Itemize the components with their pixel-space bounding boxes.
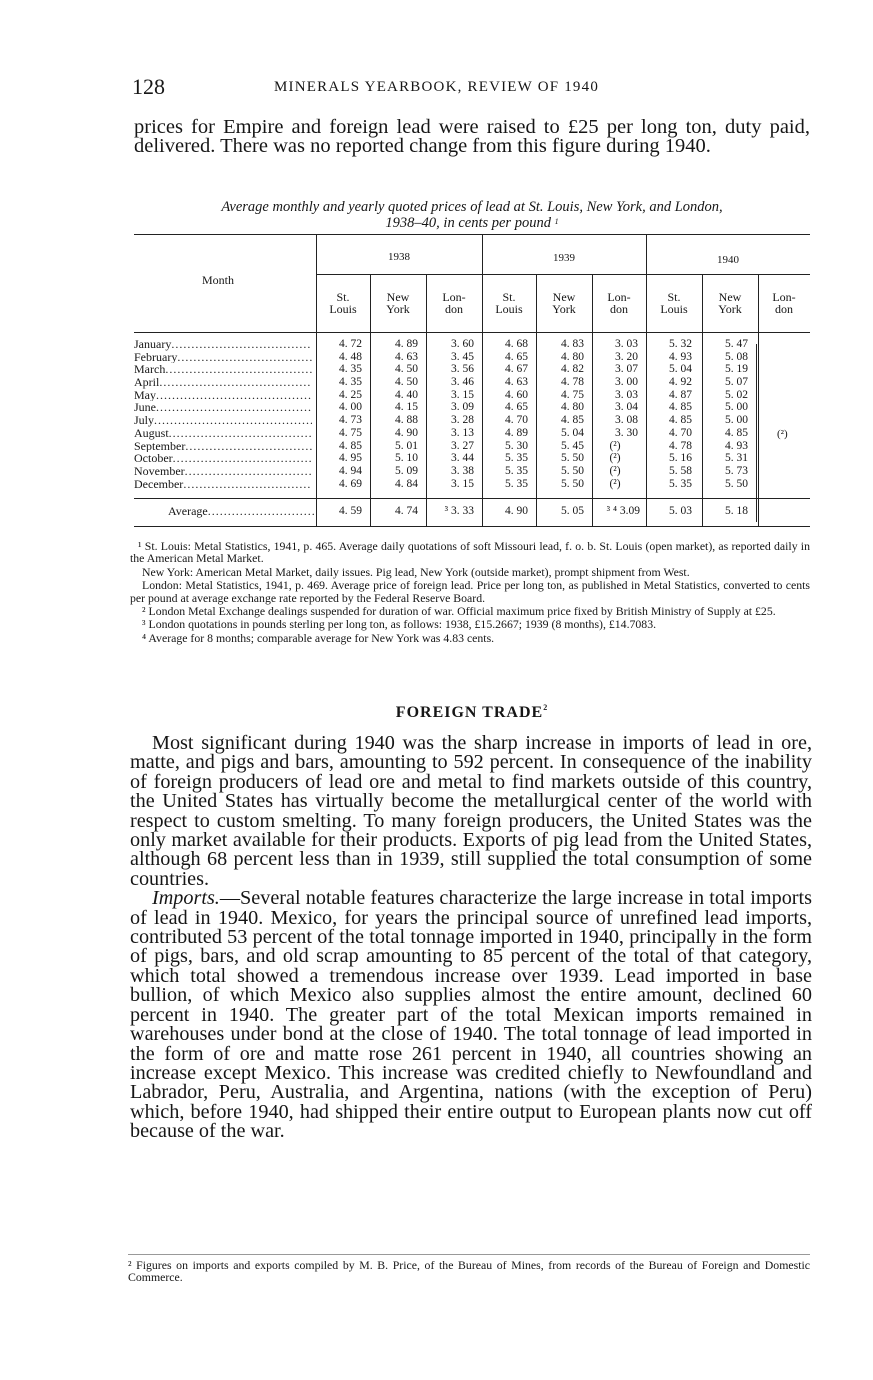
month-label: September ..... [134,440,312,453]
value-cell: 4. 72 [339,338,362,350]
col-header [482,291,536,315]
value-cell: 5. 04 [561,426,584,439]
col-header-line: St. [336,290,350,304]
average-label: Average ..... [168,504,314,519]
average-value: 5. 18 [725,505,748,517]
value-cell: 5. 50 [561,477,584,490]
page-footnote: ² Figures on imports and exports compiled by M. B. Price, of the Bureau of Mines, from records of the Bureau of Foreign and Domestic Commerce. [128,1254,810,1284]
month-label: July ..... [134,414,312,427]
value-cell: 4. 00 [339,401,362,414]
value-cell: 4. 95 [339,452,362,465]
value-cell: 5. 19 [725,363,748,376]
london-1940-note: (²) [777,428,788,440]
month-label: October ..... [134,452,312,465]
london-1940-brace [756,344,763,522]
average-value: 4. 59 [339,505,362,517]
value-cell: 3. 38 [451,464,474,477]
value-cell: 5. 50 [561,452,584,465]
month-label: April ..... [134,376,312,389]
col-header-line: Louis [495,302,523,316]
value-cell: 4. 48 [339,350,362,363]
month-label: February ..... [134,351,312,364]
value-cell: 4. 80 [561,350,584,363]
month-header: Month [202,273,235,287]
month-label: January ..... [134,338,312,351]
value-cell: 4. 50 [395,376,418,389]
average-value: ³ 3. 33 [444,505,474,517]
value-cell: 5. 09 [395,464,418,477]
value-cell: 4. 15 [395,401,418,414]
stlouis-1940-column [646,338,692,490]
value-cell: 5. 02 [725,388,748,401]
value-cell: 5. 31 [725,452,748,465]
year-header: 1940 [717,254,739,266]
section-title-text: FOREIGN TRADE [395,704,544,721]
col-header-line: York [552,302,576,316]
footnote: New York: American Metal Market, daily issues. Pig lead, New York (outside market), prompt shipment from West. [142,564,690,579]
value-cell: 3. 04 [615,401,638,414]
value-cell: 5. 35 [505,452,528,465]
value-cell: (²) [609,452,621,465]
value-cell: 3. 15 [451,388,474,401]
value-cell: 4. 89 [505,426,528,439]
average-value: 4. 74 [395,505,418,517]
value-cell: 3. 09 [451,401,474,414]
value-cell: 4. 78 [561,376,584,389]
col-header [426,291,482,315]
value-cell: 3. 45 [451,350,474,363]
value-cell: 5. 47 [725,338,748,350]
value-cell: 5. 08 [725,350,748,363]
col-header-line: York [718,302,742,316]
month-column [134,338,312,490]
col-header-line: don [775,302,793,316]
col-header [536,291,592,315]
value-cell: 4. 94 [339,464,362,477]
header-bottom-rule [134,332,810,333]
london-1939-column [592,338,638,490]
value-cell: (²) [609,477,621,490]
footnote: ³ London quotations in pounds sterling per long ton, as follows: 1938, £15.2667; 1939 (8 months), £14.7083. [142,617,657,632]
value-cell: 4. 80 [561,401,584,414]
value-cell: 4. 40 [395,388,418,401]
col-header-line: Louis [660,302,688,316]
value-cell: 4. 78 [669,439,692,452]
value-cell: 4. 89 [395,338,418,350]
running-header [132,74,812,100]
newyork-1940-column [702,338,748,490]
col-header-line: St. [667,290,681,304]
col-header-line: New [386,290,410,304]
month-label: June ..... [134,401,312,414]
col-header [758,291,810,315]
year-header: 1938 [388,251,410,263]
footnote: ¹ St. Louis: Metal Statistics, 1941, p. 465. Average daily quotations of soft Missouri lead, f. o. b. St. Louis (open market), as reported daily in the American Metal Market. [130,539,810,566]
month-label: May ..... [134,389,312,402]
value-cell: 3. 03 [615,338,638,350]
value-cell: 4. 67 [505,363,528,376]
value-cell: 4. 63 [395,350,418,363]
value-cell: 4. 82 [561,363,584,376]
running-title: MINERALS YEARBOOK, REVIEW OF 1940 [274,79,600,95]
month-label: August ..... [134,427,312,440]
value-cell: 3. 30 [615,426,638,439]
value-cell: 3. 27 [451,439,474,452]
value-cell: 4. 93 [725,439,748,452]
value-cell: 3. 13 [451,426,474,439]
table-bottom-rule [134,526,810,527]
value-cell: 5. 32 [669,338,692,350]
value-cell: 5. 45 [561,439,584,452]
value-cell: 5. 00 [725,401,748,414]
value-cell: 5. 30 [505,439,528,452]
month-label: March ..... [134,363,312,376]
value-cell: 5. 50 [561,464,584,477]
value-cell: 3. 56 [451,363,474,376]
table-caption [134,199,810,231]
paragraph: Most significant during 1940 was the sharp increase in imports of lead in ore, matte, and pigs and bars, amounting to 592 percent. In consequence of the inability of foreign producers of lead ore and metal to find markets outside of this country, the United States has virtually become the metallurgical center of the world with respect to custom smelting. To many foreign producers, the United States was the only market available for their products. Exports of pig lead from the United States, although 68 percent less than in 1939, still supplied the total consumption of some countries. [130,732,812,890]
col-header [370,291,426,315]
page-number: 128 [132,74,165,99]
month-label: November ..... [134,465,312,478]
col-header [592,291,646,315]
value-cell: 3. 07 [615,363,638,376]
value-cell: 4. 85 [669,401,692,414]
table-top-rule [134,234,810,235]
value-cell: 4. 63 [505,376,528,389]
footnote: ⁴ Average for 8 months; comparable average for New York was 4.83 cents. [142,630,495,645]
col-header [316,291,370,315]
value-cell: 3. 03 [615,388,638,401]
paragraph-lead: Imports. [152,887,220,910]
footnote: ² London Metal Exchange dealings suspended for duration of war. Official maximum price fixed by British Ministry of Supply at £25. [142,604,776,619]
value-cell: 4. 68 [505,338,528,350]
average-value: 5. 03 [669,505,692,517]
lead-price-table [134,234,810,530]
value-cell: 4. 88 [395,414,418,427]
value-cell: 4. 65 [505,401,528,414]
value-cell: 5. 35 [669,477,692,490]
london-1938-column [426,338,474,490]
value-cell: 5. 73 [725,464,748,477]
average-value: 4. 90 [505,505,528,517]
col-header [702,291,758,315]
value-cell: 3. 60 [451,338,474,350]
col-header-line: York [386,302,410,316]
value-cell: 5. 00 [725,414,748,427]
value-cell: 5. 35 [505,477,528,490]
value-cell: (²) [609,464,621,477]
col-header-line: don [445,302,463,316]
table-footnotes [130,540,810,645]
stlouis-1939-column [482,338,528,490]
body-text [130,734,812,1142]
col-header-line: Lon- [442,290,466,304]
value-cell: 3. 00 [615,376,638,389]
newyork-1939-column [536,338,584,490]
paragraph [130,889,812,1141]
value-cell: 4. 70 [505,414,528,427]
intro-paragraph: prices for Empire and foreign lead were raised to £25 per long ton, duty paid, delivered. There was no reported change from this figure during 1940. [134,116,810,157]
value-cell: 3. 08 [615,414,638,427]
value-cell: 4. 25 [339,388,362,401]
newyork-1938-column [370,338,418,490]
col-header-line: Lon- [607,290,631,304]
value-cell: 4. 65 [505,350,528,363]
value-cell: 5. 01 [395,439,418,452]
value-cell: 5. 04 [669,363,692,376]
average-value: 5. 05 [561,505,584,517]
value-cell: 4. 70 [669,426,692,439]
average-value: ³ ⁴ 3.09 [606,505,640,517]
value-cell: 4. 50 [395,363,418,376]
value-cell: 5. 07 [725,376,748,389]
col-header-line: St. [502,290,516,304]
col-header-line: New [718,290,742,304]
value-cell: 4. 93 [669,350,692,363]
value-cell: 5. 16 [669,452,692,465]
value-cell: 4. 35 [339,376,362,389]
value-cell: 4. 69 [339,477,362,490]
value-cell: 4. 75 [339,426,362,439]
value-cell: 3. 15 [451,477,474,490]
value-cell: 4. 83 [561,338,584,350]
value-cell: 4. 85 [339,439,362,452]
caption-line-2: 1938–40, in cents per pound [385,215,551,231]
paragraph-text: —Several notable features characterize the large increase in total imports of lead in 1940. Mexico, for years the principal source of unrefined lead imports, contributed 53 percent of the total tonnage imported in 1940, principally in the form of pigs, bars, and old scrap amounting to 85 percent of the total of that category, which total showed a tremendous increase over 1939. Lead imported in base bullion, of which Mexico also supplies almost the entire amount, declined 60 percent in 1940. The greater part of the total Mexican imports remained in warehouses under bond at the close of 1940. The total tonnage of lead imported in the form of ore and matte rose 261 percent in 1940, all countries showing an increase except Mexico. This increase was credited chiefly to Newfoundland and Labrador, Peru, Australia, and Argentina, nations (with the exception of Peru) which, before 1940, had shipped their entire output to European plants now cut off because of the war. [130,887,812,1143]
value-cell: 4. 87 [669,388,692,401]
value-cell: 3. 44 [451,452,474,465]
col-header [646,291,702,315]
section-footnote-mark: 2 [543,703,549,712]
caption-line-1: Average monthly and yearly quoted prices of lead at St. Louis, New York, and London, [221,199,723,215]
value-cell: 5. 10 [395,452,418,465]
value-cell: 4. 90 [395,426,418,439]
year-divider-rule [316,274,810,275]
value-cell: 4. 73 [339,414,362,427]
value-cell: 5. 58 [669,464,692,477]
col-header-line: Lon- [772,290,796,304]
value-cell: (²) [609,439,621,452]
stlouis-1938-column [316,338,362,490]
section-title [134,704,810,722]
value-cell: 4. 85 [725,426,748,439]
col-header-line: don [610,302,628,316]
year-header: 1939 [553,252,575,264]
value-cell: 3. 46 [451,376,474,389]
footnote: London: Metal Statistics, 1941, p. 469. Average price of foreign lead. Price per long ton, as published in Metal Statistics, converted to cents per pound at average exchange rate reported by the Federal Reserve Board. [130,578,810,605]
average-top-rule [134,498,810,499]
value-cell: 4. 85 [669,414,692,427]
value-cell: 4. 60 [505,388,528,401]
value-cell: 4. 75 [561,388,584,401]
value-cell: 5. 35 [505,464,528,477]
value-cell: 4. 84 [395,477,418,490]
month-label: December ..... [134,478,312,491]
value-cell: 3. 20 [615,350,638,363]
value-cell: 3. 28 [451,414,474,427]
col-header-line: Louis [329,302,357,316]
value-cell: 4. 85 [561,414,584,427]
value-cell: 4. 35 [339,363,362,376]
value-cell: 4. 92 [669,376,692,389]
value-cell: 5. 50 [725,477,748,490]
col-header-line: New [552,290,576,304]
caption-footnote-mark: 1 [554,217,559,226]
